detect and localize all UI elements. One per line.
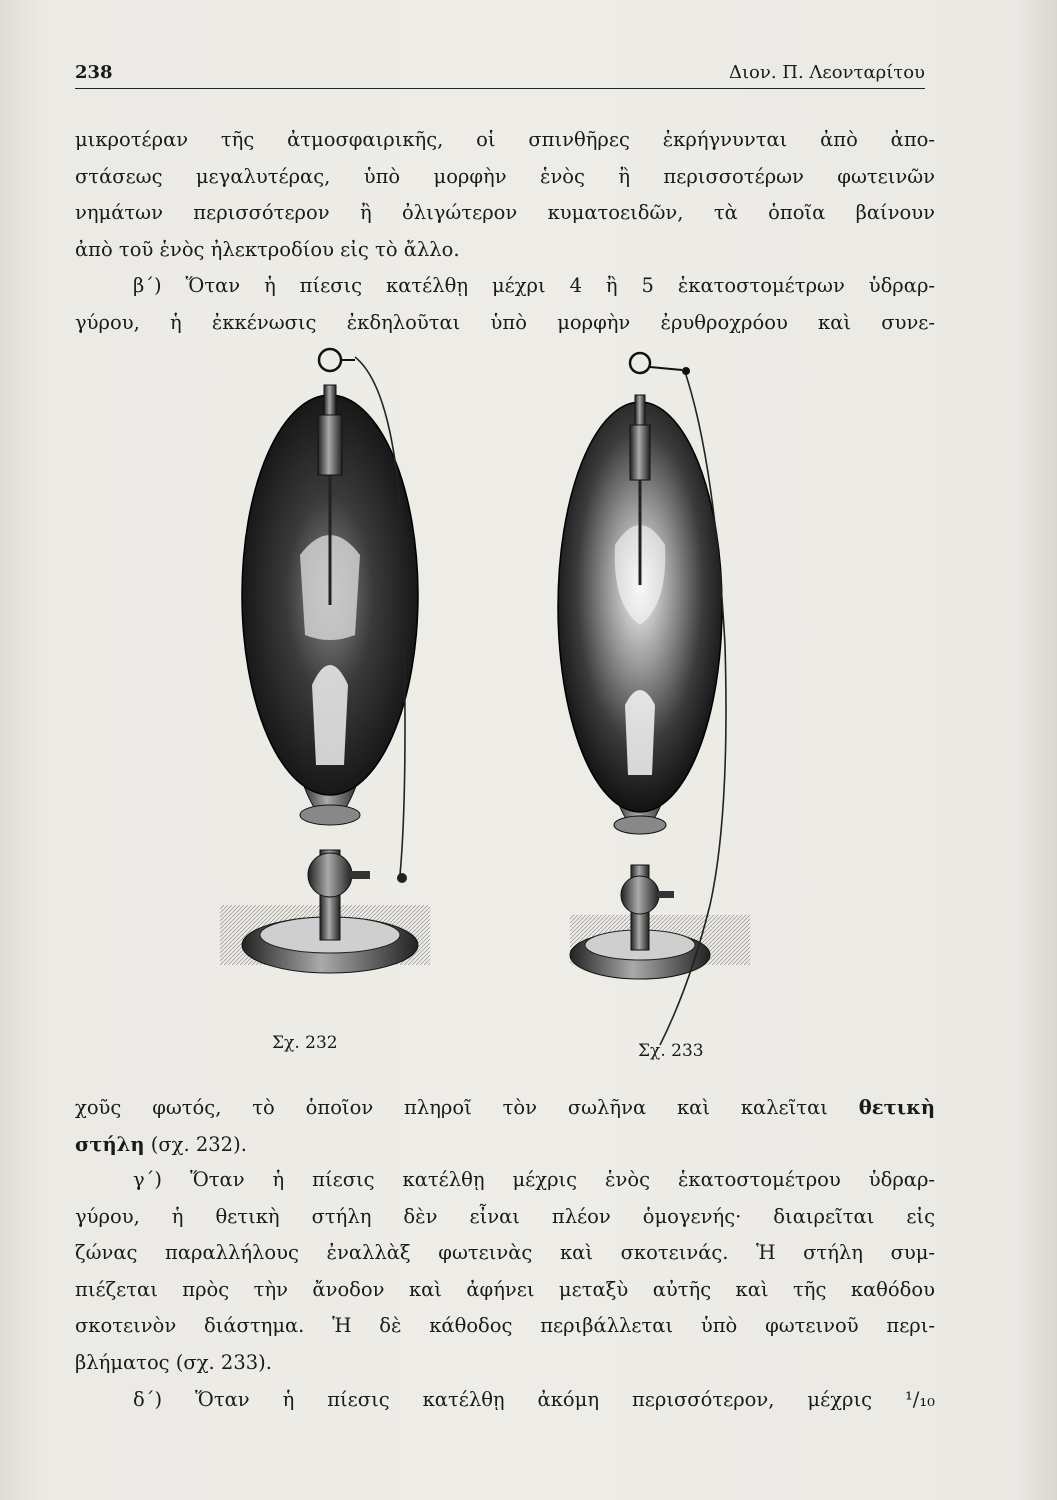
text-line: γύρου, ἡ ἐκκένωσις ἐκδηλοῦται ὑπὸ μορφὴν ἐρυθροχρόου καὶ συνε-	[75, 310, 935, 334]
paragraph-c	[75, 1162, 935, 1381]
text-line: ἀπὸ τοῦ ἑνὸς ἠλεκτροδίου εἰς τὸ ἄλλο.	[75, 237, 460, 261]
text-line: δ΄) Ὅταν ἡ πίεσις κατέλθῃ ἀκόμη περισσότερον, μέχρις ¹/₁₀	[133, 1388, 935, 1411]
text-line: β΄) Ὅταν ἡ πίεσις κατέλθῃ μέχρι 4 ἢ 5 ἑκατοστομέτρων ὑδραρ-	[133, 274, 935, 297]
text-line: στάσεως μεγαλυτέρας, ὑπὸ μορφὴν ἑνὸς ἢ περισσοτέρων φωτεινῶν	[75, 164, 935, 188]
text-line: μικροτέραν τῆς ἀτμοσφαιρικῆς, οἱ σπινθῆρες ἐκρήγνυνται ἀπὸ ἀπο-	[75, 128, 935, 151]
paragraph-b-continued	[75, 1090, 935, 1163]
figure-caption-233: Σχ. 233	[638, 1041, 704, 1061]
text-span: (σχ. 232).	[144, 1132, 247, 1156]
paragraph-d	[75, 1382, 935, 1419]
term-bold: στήλη	[75, 1132, 145, 1156]
text-line: βλήματος (σχ. 233).	[75, 1350, 272, 1374]
text-line: γύρου, ἡ θετικὴ στήλη δὲν εἶναι πλέον ὁμογενής· διαιρεῖται εἰς	[75, 1204, 935, 1228]
page-number: 238	[75, 62, 113, 83]
term-bold: θετικὴ	[858, 1096, 936, 1119]
paragraph-top	[75, 122, 935, 268]
figure-caption-232: Σχ. 232	[272, 1033, 338, 1053]
discharge-tubes-illustration	[220, 345, 760, 1065]
text-line	[75, 1127, 935, 1164]
text-line: ζώνας παραλλήλους ἐναλλὰξ φωτεινὰς καὶ σκοτεινάς. Ἡ στήλη συμ-	[75, 1241, 935, 1264]
tube-fig-232	[220, 349, 430, 973]
text-line: πιέζεται πρὸς τὴν ἄνοδον καὶ ἀφήνει μεταξὺ αὐτῆς καὶ τῆς καθόδου	[75, 1277, 935, 1301]
text-line	[75, 1090, 935, 1127]
page-header	[75, 62, 925, 89]
text-line: νημάτων περισσότερον ἢ ὀλιγώτερον κυματοειδῶν, τὰ ὁποῖα βαίνουν	[75, 201, 935, 224]
text-line: γ΄) Ὅταν ἡ πίεσις κατέλθῃ μέχρις ἑνὸς ἑκατοστομέτρου ὑδραρ-	[133, 1168, 935, 1191]
running-head: Διον. Π. Λεονταρίτου	[728, 62, 925, 83]
figures-area	[220, 345, 760, 1065]
text-span: χοῦς φωτός, τὸ ὁποῖον πληροῖ τὸν σωλῆνα καὶ καλεῖται	[75, 1096, 828, 1119]
paragraph-b	[75, 268, 935, 341]
tube-fig-233	[558, 353, 750, 1045]
text-line: σκοτεινὸν διάστημα. Ἡ δὲ κάθοδος περιβάλλεται ὑπὸ φωτεινοῦ περι-	[75, 1314, 935, 1337]
